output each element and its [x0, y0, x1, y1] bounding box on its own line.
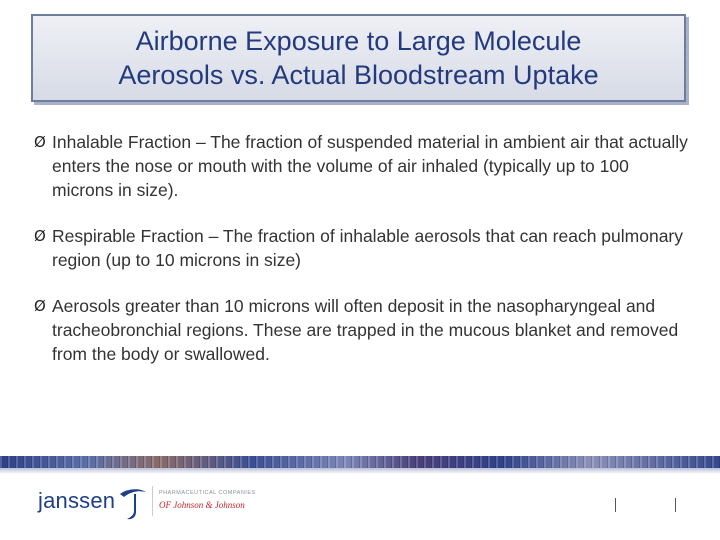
johnson-and-johnson-label: OF Johnson & Johnson — [159, 500, 245, 510]
bullet-item — [34, 130, 694, 202]
bullet-arrow-icon: Ø — [34, 297, 46, 315]
slide-title-line-2: Aerosols vs. Actual Bloodstream Uptake — [118, 60, 599, 90]
pharmaceutical-companies-label: PHARMACEUTICAL COMPANIES — [159, 490, 256, 496]
janssen-logo — [38, 482, 278, 522]
bullet-item — [34, 224, 694, 272]
footer-band-fade — [0, 468, 720, 474]
slide-title-line-1: Airborne Exposure to Large Molecule — [135, 26, 582, 56]
bullet-list — [34, 130, 694, 388]
logo-wordmark: janssen — [38, 488, 116, 513]
bullet-text: Inhalable Fraction – The fraction of suspended material in ambient air that actually enters the nose or mouth with the volume of air inhaled (typically up to 100 microns in size). — [52, 132, 688, 200]
footer-separator-mark — [615, 498, 616, 512]
footer-decorative-band — [0, 456, 720, 468]
logo-divider — [152, 486, 153, 516]
janssen-swoosh-icon — [116, 482, 148, 522]
bullet-arrow-icon: Ø — [34, 133, 46, 151]
bullet-text: Respirable Fraction – The fraction of inhalable aerosols that can reach pulmonary region (up to 10 microns in size) — [52, 226, 683, 270]
bullet-item — [34, 294, 694, 366]
bullet-arrow-icon: Ø — [34, 227, 46, 245]
slide-title-box — [31, 14, 686, 102]
footer-separator-mark — [675, 498, 676, 512]
bullet-text: Aerosols greater than 10 microns will often deposit in the nasopharyngeal and tracheobronchial regions. These are trapped in the mucous blanket and removed from the body or swallowed. — [52, 296, 679, 364]
